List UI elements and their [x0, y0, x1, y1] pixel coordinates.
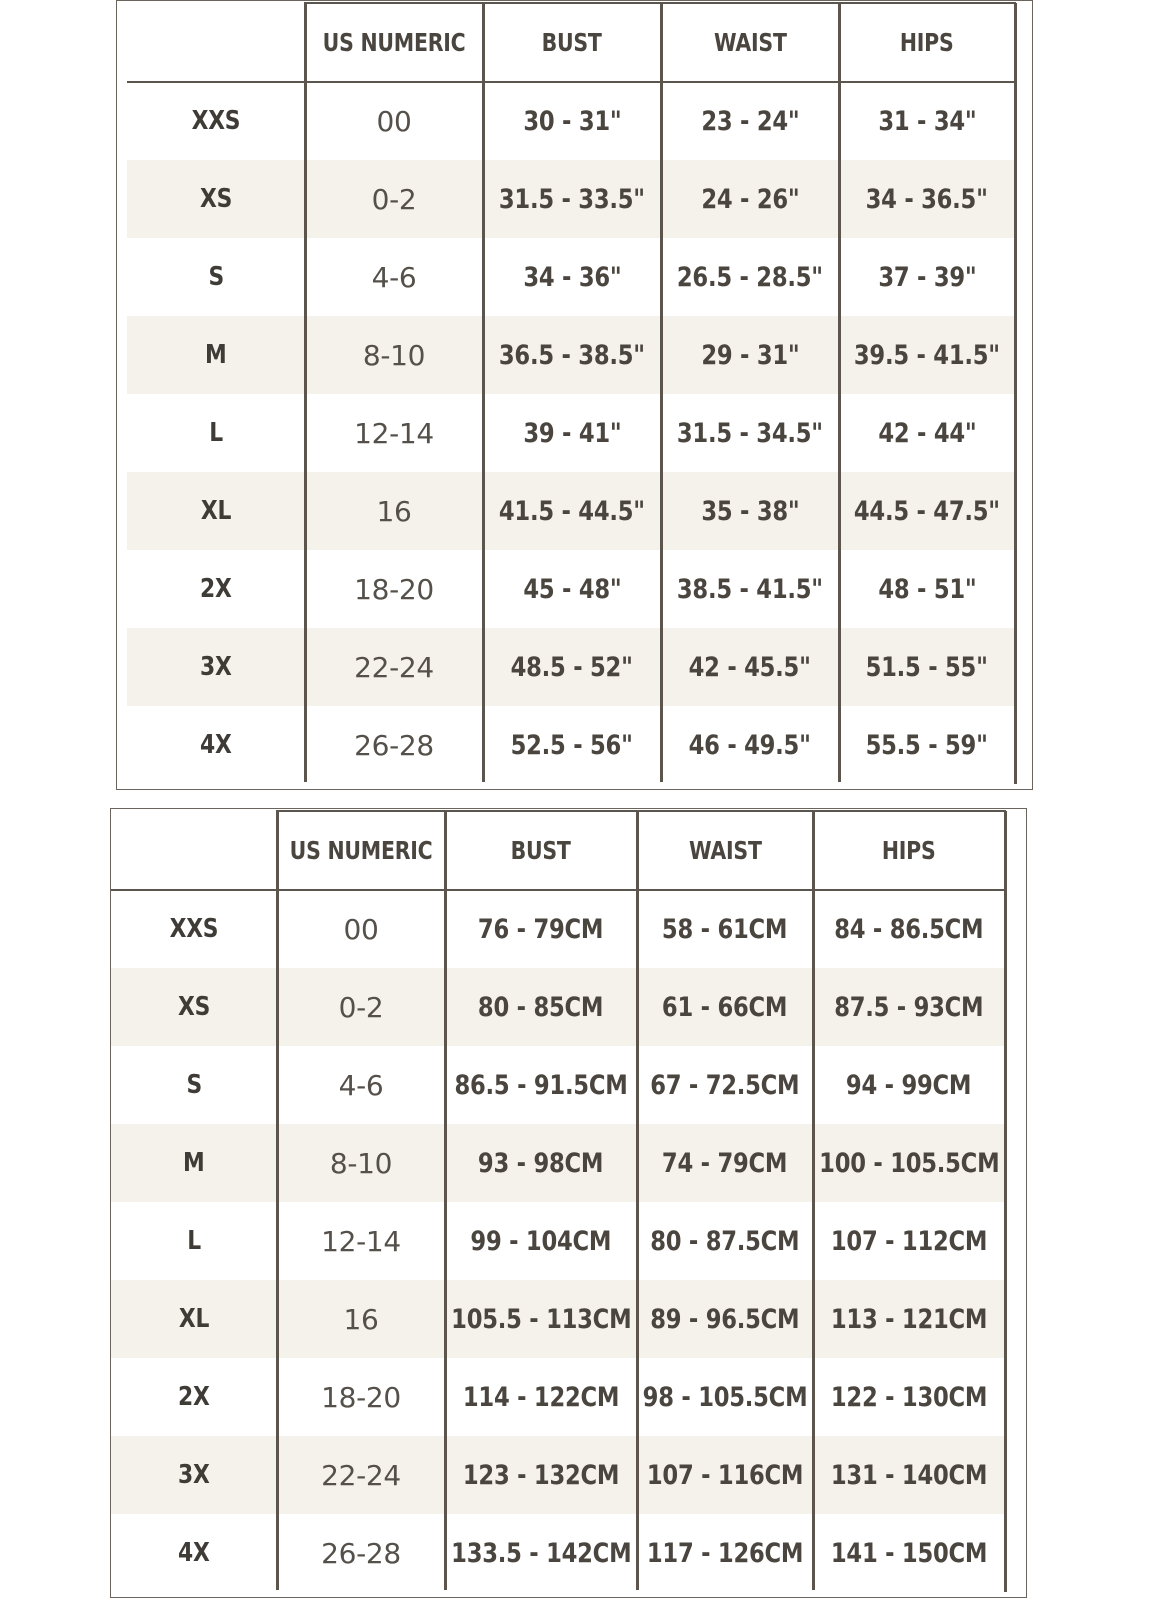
us-numeric-value: 16: [343, 1302, 379, 1336]
header-waist: [637, 811, 813, 890]
header-waist-label: WAIST: [713, 28, 787, 57]
waist-value: 35 - 38": [700, 495, 800, 527]
table-row: [127, 394, 1015, 472]
us-numeric-cell: [277, 1046, 445, 1124]
table-row: [127, 706, 1015, 784]
hips-cell: [839, 238, 1015, 316]
size-value: XXS: [169, 914, 219, 944]
size-value: XS: [199, 184, 233, 214]
hips-cell: [813, 1358, 1005, 1436]
column-divider: [812, 811, 815, 1590]
bust-value: 45 - 48": [522, 573, 622, 605]
hips-value: 44.5 - 47.5": [854, 495, 1000, 527]
table-row: [127, 238, 1015, 316]
us-numeric-value: 26-28: [321, 1536, 401, 1570]
column-divider: [660, 3, 663, 782]
hips-value: 48 - 51": [877, 573, 977, 605]
us-numeric-cell: [305, 82, 483, 160]
bust-cell: [445, 1358, 637, 1436]
header-top-rule: [304, 2, 1016, 4]
size-value: S: [208, 262, 224, 292]
waist-cell: [661, 628, 839, 706]
us-numeric-cell: [277, 1280, 445, 1358]
bust-value: 93 - 98CM: [478, 1147, 604, 1179]
us-numeric-cell: [305, 394, 483, 472]
column-divider: [276, 811, 279, 1590]
table-row: [127, 472, 1015, 550]
us-numeric-cell: [305, 238, 483, 316]
bust-value: 34 - 36": [522, 261, 622, 293]
waist-value: 42 - 45.5": [688, 651, 812, 683]
table-row: [111, 1280, 1005, 1358]
size-cell: [127, 628, 305, 706]
size-cell: [127, 82, 305, 160]
bust-cell: [483, 316, 661, 394]
us-numeric-value: 12-14: [321, 1224, 401, 1258]
hips-cell: [839, 706, 1015, 784]
waist-cell: [637, 1436, 813, 1514]
column-divider: [1004, 811, 1007, 1592]
size-value: 4X: [178, 1538, 210, 1568]
bust-cell: [445, 1514, 637, 1592]
bust-value: 36.5 - 38.5": [499, 339, 645, 371]
us-numeric-value: 00: [376, 104, 412, 138]
size-cell: [111, 1358, 277, 1436]
waist-value: 46 - 49.5": [688, 729, 812, 761]
waist-cell: [661, 394, 839, 472]
hips-cell: [813, 890, 1005, 968]
table-row: [111, 1124, 1005, 1202]
hips-cell: [839, 628, 1015, 706]
header-us-numeric: [305, 3, 483, 82]
hips-value: 131 - 140CM: [830, 1459, 988, 1491]
us-numeric-value: 22-24: [354, 650, 434, 684]
waist-cell: [637, 1046, 813, 1124]
header-hips: [813, 811, 1005, 890]
us-numeric-value: 12-14: [354, 416, 434, 450]
us-numeric-value: 18-20: [321, 1380, 401, 1414]
us-numeric-value: 4-6: [338, 1068, 384, 1102]
waist-cell: [661, 160, 839, 238]
column-divider: [636, 811, 639, 1590]
size-value: XXS: [191, 106, 241, 136]
header-hips: [839, 3, 1015, 82]
header-us-numeric: [277, 811, 445, 890]
header-waist-label: WAIST: [688, 836, 762, 865]
bust-cell: [445, 1124, 637, 1202]
header-us-numeric-label: US NUMERIC: [322, 28, 466, 57]
bust-value: 31.5 - 33.5": [499, 183, 645, 215]
us-numeric-value: 22-24: [321, 1458, 401, 1492]
size-cell: [111, 1436, 277, 1514]
size-cell: [111, 1124, 277, 1202]
hips-value: 55.5 - 59": [865, 729, 989, 761]
hips-cell: [813, 1124, 1005, 1202]
header-bust-label: BUST: [541, 28, 603, 57]
size-cell: [127, 238, 305, 316]
waist-cell: [661, 82, 839, 160]
us-numeric-cell: [277, 1358, 445, 1436]
waist-value: 29 - 31": [700, 339, 800, 371]
waist-value: 107 - 116CM: [646, 1459, 804, 1491]
size-cell: [127, 160, 305, 238]
waist-value: 58 - 61CM: [662, 913, 788, 945]
size-chart-inches: [116, 0, 1033, 790]
waist-value: 61 - 66CM: [662, 991, 788, 1023]
bust-value: 48.5 - 52": [510, 651, 634, 683]
header-size: [111, 811, 277, 890]
hips-value: 141 - 150CM: [830, 1537, 988, 1569]
bust-value: 76 - 79CM: [478, 913, 604, 945]
waist-cell: [661, 550, 839, 628]
us-numeric-cell: [277, 1436, 445, 1514]
waist-cell: [661, 706, 839, 784]
size-cell: [111, 890, 277, 968]
size-table-centimeters: [111, 811, 1005, 1592]
hips-value: 84 - 86.5CM: [834, 913, 984, 945]
bust-value: 123 - 132CM: [462, 1459, 620, 1491]
column-divider: [838, 3, 841, 782]
bust-value: 41.5 - 44.5": [499, 495, 645, 527]
size-value: 3X: [200, 652, 232, 682]
hips-cell: [813, 1202, 1005, 1280]
table-row: [111, 968, 1005, 1046]
size-value: M: [183, 1148, 205, 1178]
hips-cell: [839, 316, 1015, 394]
hips-value: 34 - 36.5": [865, 183, 989, 215]
us-numeric-cell: [277, 1514, 445, 1592]
bust-cell: [483, 238, 661, 316]
size-cell: [111, 1046, 277, 1124]
hips-value: 42 - 44": [877, 417, 977, 449]
us-numeric-cell: [305, 160, 483, 238]
bust-value: 52.5 - 56": [510, 729, 634, 761]
size-chart-centimeters: [110, 808, 1027, 1598]
hips-cell: [813, 1514, 1005, 1592]
column-divider: [444, 811, 447, 1590]
table-row: [111, 890, 1005, 968]
size-value: 3X: [178, 1460, 210, 1490]
table-row: [111, 1436, 1005, 1514]
size-value: XL: [178, 1304, 210, 1334]
waist-cell: [637, 890, 813, 968]
waist-value: 38.5 - 41.5": [677, 573, 823, 605]
hips-value: 94 - 99CM: [846, 1069, 972, 1101]
header-row: [111, 811, 1005, 890]
us-numeric-cell: [305, 628, 483, 706]
header-bust: [483, 3, 661, 82]
table-row: [111, 1514, 1005, 1592]
table-row: [111, 1358, 1005, 1436]
table-row: [111, 1046, 1005, 1124]
bust-cell: [445, 968, 637, 1046]
us-numeric-value: 4-6: [371, 260, 417, 294]
table-row: [111, 1202, 1005, 1280]
us-numeric-value: 18-20: [354, 572, 434, 606]
waist-value: 89 - 96.5CM: [650, 1303, 800, 1335]
bust-cell: [483, 628, 661, 706]
us-numeric-cell: [305, 316, 483, 394]
bust-cell: [483, 394, 661, 472]
size-value: 2X: [200, 574, 232, 604]
waist-value: 74 - 79CM: [662, 1147, 788, 1179]
waist-cell: [637, 1280, 813, 1358]
waist-value: 67 - 72.5CM: [650, 1069, 800, 1101]
size-cell: [127, 472, 305, 550]
bust-cell: [445, 890, 637, 968]
column-divider: [482, 3, 485, 782]
bust-cell: [445, 1046, 637, 1124]
header-us-numeric-label: US NUMERIC: [289, 836, 433, 865]
size-value: L: [187, 1226, 201, 1256]
hips-cell: [839, 82, 1015, 160]
header-waist: [661, 3, 839, 82]
us-numeric-value: 8-10: [362, 338, 426, 372]
header-bottom-rule: [111, 889, 1007, 891]
bust-value: 86.5 - 91.5CM: [454, 1069, 628, 1101]
us-numeric-cell: [277, 1202, 445, 1280]
waist-cell: [637, 1202, 813, 1280]
us-numeric-value: 0-2: [338, 990, 384, 1024]
size-value: S: [186, 1070, 202, 1100]
size-value: XS: [177, 992, 211, 1022]
bust-cell: [445, 1202, 637, 1280]
hips-value: 37 - 39": [877, 261, 977, 293]
waist-cell: [637, 1514, 813, 1592]
size-value: L: [209, 418, 223, 448]
bust-value: 30 - 31": [522, 105, 622, 137]
bust-value: 80 - 85CM: [478, 991, 604, 1023]
header-top-rule: [276, 810, 1006, 812]
hips-cell: [813, 1280, 1005, 1358]
size-value: XL: [200, 496, 232, 526]
waist-value: 117 - 126CM: [646, 1537, 804, 1569]
hips-cell: [839, 550, 1015, 628]
bust-cell: [445, 1280, 637, 1358]
table-row: [127, 550, 1015, 628]
waist-value: 80 - 87.5CM: [650, 1225, 800, 1257]
bust-cell: [483, 82, 661, 160]
hips-value: 113 - 121CM: [830, 1303, 988, 1335]
us-numeric-value: 8-10: [329, 1146, 393, 1180]
waist-value: 98 - 105.5CM: [642, 1381, 808, 1413]
us-numeric-value: 0-2: [371, 182, 417, 216]
hips-cell: [813, 1046, 1005, 1124]
bust-value: 133.5 - 142CM: [450, 1537, 632, 1569]
hips-cell: [813, 968, 1005, 1046]
waist-cell: [637, 1358, 813, 1436]
waist-value: 23 - 24": [700, 105, 800, 137]
column-divider: [1014, 3, 1017, 784]
header-hips-label: HIPS: [882, 836, 936, 865]
size-cell: [127, 394, 305, 472]
waist-value: 31.5 - 34.5": [677, 417, 823, 449]
hips-value: 122 - 130CM: [830, 1381, 988, 1413]
header-row: [127, 3, 1015, 82]
waist-cell: [661, 238, 839, 316]
size-cell: [127, 550, 305, 628]
us-numeric-cell: [305, 550, 483, 628]
size-cell: [111, 1514, 277, 1592]
hips-value: 51.5 - 55": [865, 651, 989, 683]
hips-cell: [813, 1436, 1005, 1514]
header-size: [127, 3, 305, 82]
bust-value: 105.5 - 113CM: [450, 1303, 632, 1335]
us-numeric-value: 26-28: [354, 728, 434, 762]
header-bust: [445, 811, 637, 890]
table-row: [127, 160, 1015, 238]
bust-value: 99 - 104CM: [470, 1225, 612, 1257]
us-numeric-value: 00: [343, 912, 379, 946]
size-cell: [127, 316, 305, 394]
waist-value: 26.5 - 28.5": [677, 261, 823, 293]
size-value: 4X: [200, 730, 232, 760]
size-cell: [111, 968, 277, 1046]
bust-cell: [483, 706, 661, 784]
hips-value: 87.5 - 93CM: [834, 991, 984, 1023]
us-numeric-cell: [277, 968, 445, 1046]
size-value: M: [205, 340, 227, 370]
size-cell: [127, 706, 305, 784]
hips-value: 39.5 - 41.5": [854, 339, 1000, 371]
waist-value: 24 - 26": [700, 183, 800, 215]
header-hips-label: HIPS: [900, 28, 954, 57]
waist-cell: [637, 1124, 813, 1202]
us-numeric-cell: [305, 472, 483, 550]
us-numeric-value: 16: [376, 494, 412, 528]
waist-cell: [661, 472, 839, 550]
hips-cell: [839, 394, 1015, 472]
us-numeric-cell: [277, 890, 445, 968]
bust-cell: [483, 160, 661, 238]
table-row: [127, 316, 1015, 394]
us-numeric-cell: [305, 706, 483, 784]
us-numeric-cell: [277, 1124, 445, 1202]
size-cell: [111, 1280, 277, 1358]
size-value: 2X: [178, 1382, 210, 1412]
header-bottom-rule: [127, 81, 1017, 83]
bust-value: 114 - 122CM: [462, 1381, 620, 1413]
bust-cell: [445, 1436, 637, 1514]
hips-cell: [839, 472, 1015, 550]
size-cell: [111, 1202, 277, 1280]
hips-value: 100 - 105.5CM: [818, 1147, 1000, 1179]
header-bust-label: BUST: [510, 836, 572, 865]
table-row: [127, 628, 1015, 706]
hips-value: 31 - 34": [877, 105, 977, 137]
table-row: [127, 82, 1015, 160]
bust-cell: [483, 550, 661, 628]
size-table-inches: [127, 3, 1015, 784]
waist-cell: [637, 968, 813, 1046]
hips-value: 107 - 112CM: [830, 1225, 988, 1257]
waist-cell: [661, 316, 839, 394]
bust-value: 39 - 41": [522, 417, 622, 449]
column-divider: [304, 3, 307, 782]
hips-cell: [839, 160, 1015, 238]
bust-cell: [483, 472, 661, 550]
